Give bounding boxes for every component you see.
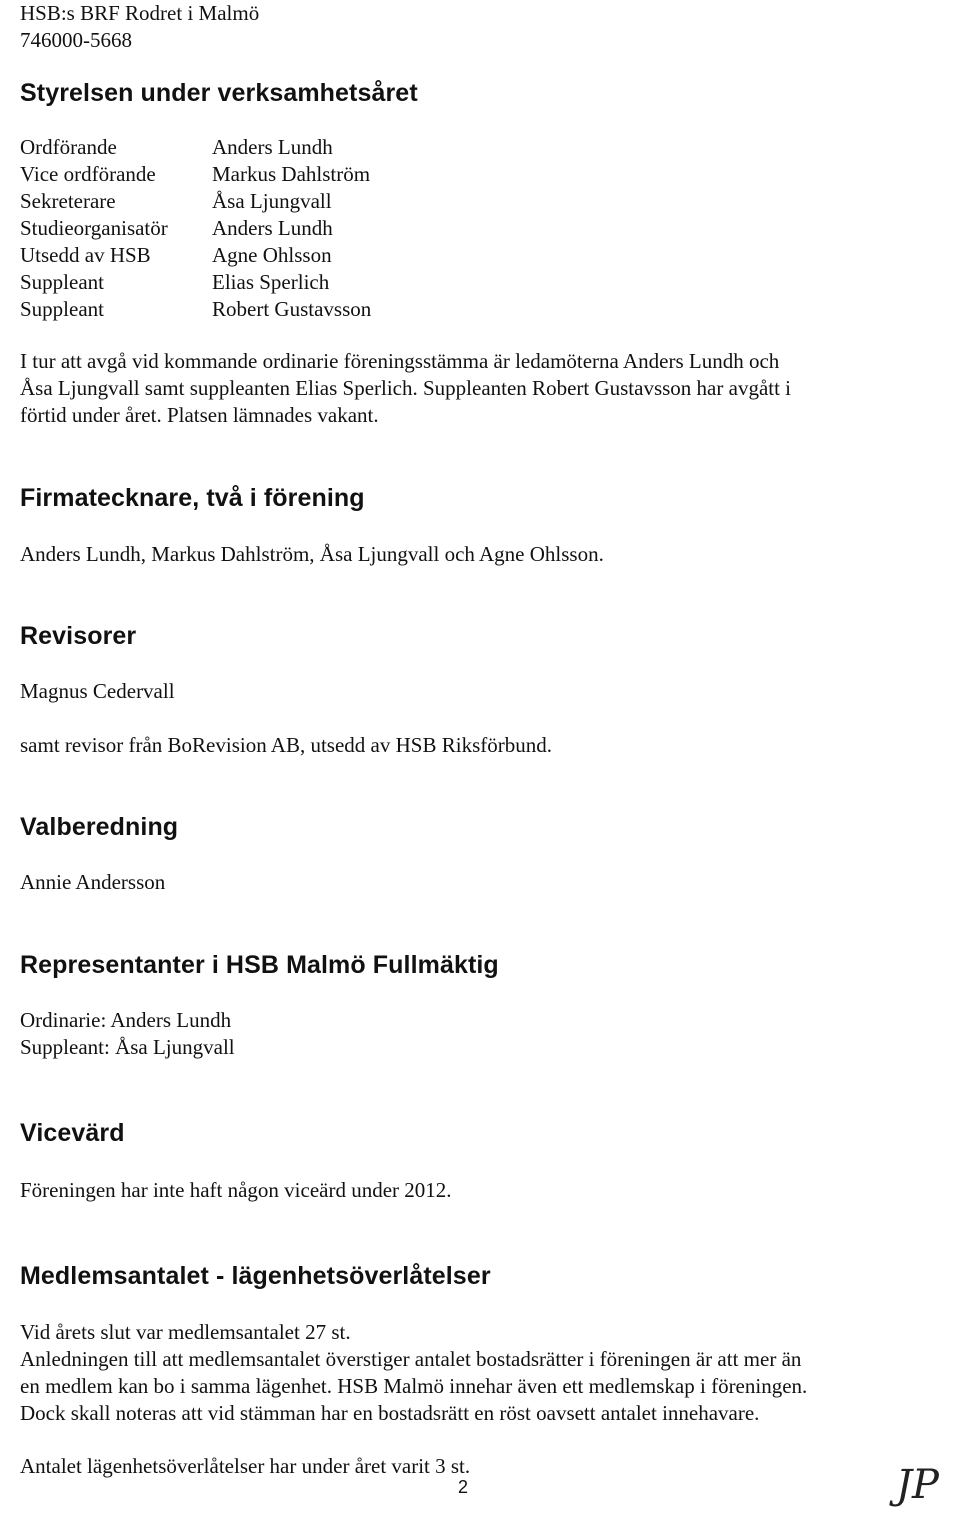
representative-deputy: Suppleant: Åsa Ljungvall <box>20 1035 235 1059</box>
board-role: Suppleant <box>20 270 104 294</box>
board-member-name: Robert Gustavsson <box>212 297 372 321</box>
caretaker-text: Föreningen har inte haft någon viceärd under 2012. <box>20 1178 452 1202</box>
board-role: Vice ordförande <box>20 162 156 186</box>
board-row <box>20 161 371 188</box>
membership-line: Dock skall noteras att vid stämman har en bostadsrätt en röst oavsett antalet innehavare. <box>20 1401 760 1425</box>
membership-line: Vid årets slut var medlemsantalet 27 st. <box>20 1320 351 1344</box>
page-number: 2 <box>458 1477 469 1497</box>
organization-name: HSB:s BRF Rodret i Malmö <box>20 1 260 25</box>
board-role: Studieorganisatör <box>20 216 168 240</box>
board-member-name: Anders Lundh <box>212 135 333 159</box>
note-line: I tur att avgå vid kommande ordinarie föreningsstämma är ledamöterna Anders Lundh och <box>20 349 780 373</box>
membership-heading: Medlemsantalet - lägenhetsöverlåtelser <box>20 1262 491 1290</box>
board-role: Utsedd av HSB <box>20 243 151 267</box>
board-member-name: Agne Ohlsson <box>212 243 332 267</box>
membership-paragraph <box>20 1319 920 1427</box>
board-role: Suppleant <box>20 297 104 321</box>
transfers-text: Antalet lägenhetsöverlåtelser har under året varit 3 st. <box>20 1454 471 1478</box>
representative-ordinary: Ordinarie: Anders Lundh <box>20 1008 232 1032</box>
auditor-firm-text: samt revisor från BoRevision AB, utsedd av HSB Riksförbund. <box>20 733 552 757</box>
signature-initials: JP <box>896 1462 939 1508</box>
board-row <box>20 134 371 161</box>
board-row <box>20 269 371 296</box>
board-members-table <box>20 134 371 323</box>
membership-line: en medlem kan bo i samma lägenhet. HSB Malmö innehar även ett medlemskap i föreningen. <box>20 1374 808 1398</box>
board-row <box>20 296 371 323</box>
board-member-name: Elias Sperlich <box>212 270 330 294</box>
board-role: Sekreterare <box>20 189 116 213</box>
board-row <box>20 242 371 269</box>
note-line: förtid under året. Platsen lämnades vakant. <box>20 403 379 427</box>
nomination-heading: Valberedning <box>20 813 179 841</box>
board-row <box>20 188 371 215</box>
nomination-member: Annie Andersson <box>20 870 166 894</box>
board-member-name: Åsa Ljungvall <box>212 189 332 213</box>
organization-number: 746000-5668 <box>20 28 132 52</box>
signatories-text: Anders Lundh, Markus Dahlström, Åsa Ljungvall och Agne Ohlsson. <box>20 542 604 566</box>
representatives-heading: Representanter i HSB Malmö Fullmäktig <box>20 951 499 979</box>
caretaker-heading: Vicevärd <box>20 1119 125 1147</box>
board-rotation-note <box>20 348 920 429</box>
board-heading: Styrelsen under verksamhetsåret <box>20 79 418 107</box>
board-member-name: Anders Lundh <box>212 216 333 240</box>
board-row <box>20 215 371 242</box>
board-role: Ordförande <box>20 135 117 159</box>
auditors-heading: Revisorer <box>20 622 137 650</box>
signatories-heading: Firmatecknare, två i förening <box>20 484 365 512</box>
note-line: Åsa Ljungvall samt suppleanten Elias Sperlich. Suppleanten Robert Gustavsson har avgått i <box>20 376 792 400</box>
board-member-name: Markus Dahlström <box>212 162 371 186</box>
auditor-name: Magnus Cedervall <box>20 679 175 703</box>
membership-line: Anledningen till att medlemsantalet överstiger antalet bostadsrätter i föreningen är att mer än <box>20 1347 802 1371</box>
